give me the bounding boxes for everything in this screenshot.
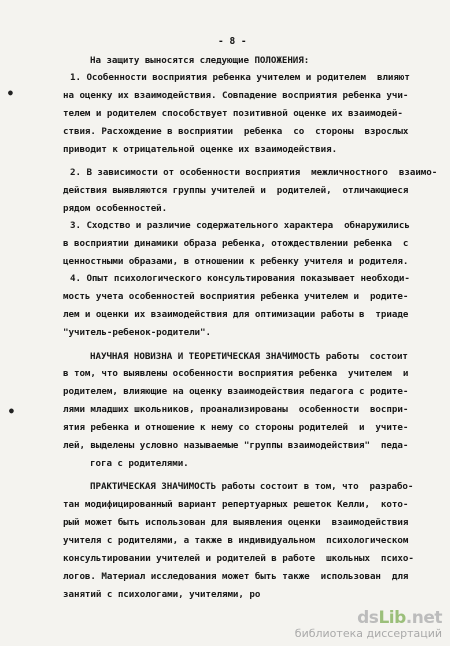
text-line: ПРАКТИЧЕСКАЯ ЗНАЧИМОСТЬ работы состоит в том, что разрабо- [90, 481, 414, 492]
text-line: "учитель-ребенок-родители". [63, 327, 211, 338]
text-line: мость учета особенностей восприятия ребенка учителем и родите- [63, 291, 409, 302]
text-line: логов. Материал исследования может быть также использован для [63, 571, 409, 582]
page-number: - 8 - [218, 36, 247, 47]
text-line: ствия. Расхождение в восприятии ребенка со стороны взрослых [63, 126, 409, 137]
text-line: рый может быть использован для выявления оценки взаимодействия [63, 517, 409, 528]
text-line: лями младших школьников, проанализированы особенности воспри- [63, 404, 409, 415]
text-line: рядом особенностей. [63, 203, 168, 214]
watermark-tagline: библиотека диссертаций [294, 627, 442, 640]
text-line: лей, выделены условно называемые "группы взаимодействия" педа- [63, 440, 409, 451]
text-line: в том, что выявлены особенности восприятия ребенка учителем и [63, 368, 409, 379]
text-line: телем и родителем способствует позитивной оценке их взаимодей- [63, 108, 403, 119]
text-line: ятия ребенка и отношение к нему со стороны родителей и учите- [63, 422, 409, 433]
text-line: 4. Опыт психологического консультирования показывает необходи- [70, 273, 410, 284]
text-line: гога с родителями. [90, 458, 189, 469]
text-line: в восприятии динамики образа ребенка, отождествлении ребенка с [63, 238, 409, 249]
text-line: учителя с родителями, а также в индивидуальном психологическом [63, 535, 409, 546]
text-line: 3. Сходство и различие содержательного характера обнаружились [70, 220, 410, 231]
binding-hole-mark: ● [8, 88, 13, 97]
text-line: на оценку их взаимодействия. Совпадение восприятия ребенка учи- [63, 90, 409, 101]
text-line: 1. Особенности восприятия ребенка учителем и родителем влияют [70, 72, 410, 83]
text-line: На защиту выносятся следующие ПОЛОЖЕНИЯ: [90, 55, 310, 66]
text-line: родителем, влияющие на оценку взаимодействия педагога с родите- [63, 386, 409, 397]
text-line: занятий с психологами, учителями, ро [63, 589, 261, 600]
text-line: лем и оценки их взаимодействия для оптимизации работы в триаде [63, 309, 409, 320]
text-line: действия выявляются группы учителей и родителей, отличающиеся [63, 185, 409, 196]
text-line: приводит к отрицательной оценке их взаимодействия. [63, 144, 338, 155]
text-line: 2. В зависимости от особенности восприятия межличностного взаимо- [70, 167, 438, 178]
text-line: тан модифицированный вариант репертуарных решеток Келли, кото- [63, 499, 409, 510]
text-line: консультировании учителей и родителей в работе школьных психо- [63, 553, 414, 564]
text-line: ценностными образами, в отношении к ребенку учителя и родителя. [63, 256, 409, 267]
text-line: НАУЧНАЯ НОВИЗНА И ТЕОРЕТИЧЕСКАЯ ЗНАЧИМОСТЬ работы состоит [90, 351, 408, 362]
watermark-logo: dsLib.net [357, 608, 442, 628]
binding-hole-mark: ● [9, 406, 14, 415]
watermark [295, 608, 442, 640]
